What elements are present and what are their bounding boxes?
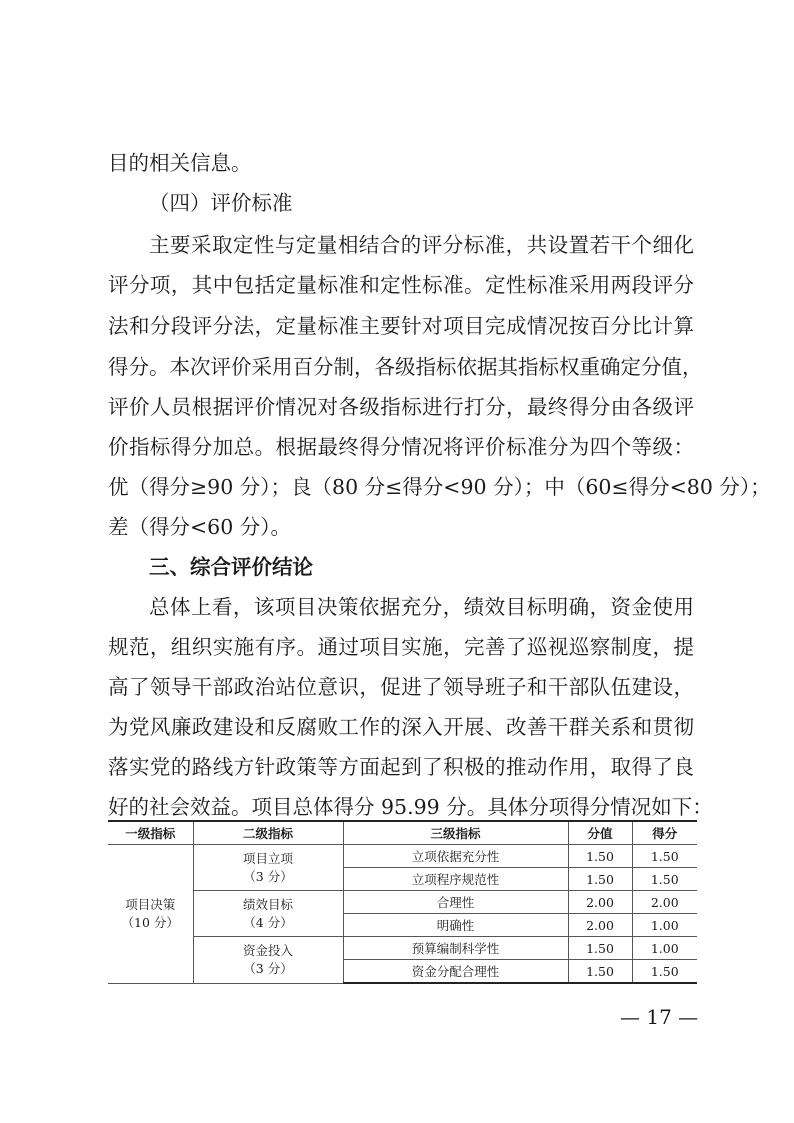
level3-cell: 预算编制科学性: [343, 937, 568, 960]
level2-name: 项目立项: [242, 850, 293, 866]
paragraph-standard-line: 评价人员根据评价情况对各级指标进行打分，最终得分由各级评: [108, 395, 694, 419]
paragraph-conclusion-line: 好的社会效益。项目总体得分 95.99 分。具体分项得分情况如下：: [108, 795, 713, 819]
level2-weight: （3 分）: [243, 868, 293, 884]
paragraph-conclusion-line: 总体上看，该项目决策依据充分，绩效目标明确，资金使用: [149, 595, 694, 619]
level1-weight: （10 分）: [121, 914, 179, 930]
score-cell: 1.50: [568, 937, 632, 960]
header-score: 分值: [568, 821, 632, 845]
score-cell: 1.50: [568, 960, 632, 984]
paragraph-conclusion-line: 规范，组织实施有序。通过项目实施，完善了巡视巡察制度，提: [108, 635, 694, 659]
got-cell: 1.50: [632, 868, 697, 891]
got-cell: 1.00: [632, 937, 697, 960]
paragraph-conclusion-line: 为党风廉政建设和反腐败工作的深入开展、改善干群关系和贯彻: [108, 715, 694, 739]
level3-cell: 明确性: [343, 914, 568, 937]
level2-weight: （3 分）: [243, 960, 293, 976]
section-three-title: 三、综合评价结论: [149, 555, 313, 579]
got-cell: 1.50: [632, 845, 697, 868]
paragraph-conclusion-line: 落实党的路线方针政策等方面起到了积极的推动作用，取得了良: [108, 755, 694, 779]
paragraph-standard-line: 优（得分≥90 分）；良（80 分≤得分<90 分）；中（60≤得分<80 分）；: [108, 475, 771, 499]
paragraph-standard-line: 价指标得分加总。根据最终得分情况将评价标准分为四个等级：: [108, 435, 694, 459]
level2-cell: [193, 891, 343, 937]
table-row: [108, 845, 697, 868]
level1-cell: [108, 845, 193, 984]
level3-cell: 资金分配合理性: [343, 960, 568, 984]
got-cell: 1.50: [632, 960, 697, 984]
table-row: [108, 891, 697, 914]
score-cell: 1.50: [568, 845, 632, 868]
header-level3: 三级指标: [343, 821, 568, 845]
paragraph-standard-line: 主要采取定性与定量相结合的评分标准，共设置若干个细化: [149, 233, 694, 257]
level2-name: 资金投入: [242, 942, 293, 958]
header-got: 得分: [632, 821, 697, 845]
header-level1: 一级指标: [108, 821, 193, 845]
level1-name: 项目决策: [125, 896, 176, 912]
score-cell: 2.00: [568, 914, 632, 937]
level3-cell: 立项程序规范性: [343, 868, 568, 891]
level3-cell: 合理性: [343, 891, 568, 914]
score-cell: 2.00: [568, 891, 632, 914]
level3-cell: 立项依据充分性: [343, 845, 568, 868]
section-four-title: （四）评价标准: [149, 191, 293, 215]
level2-cell: [193, 937, 343, 984]
level2-weight: （4 分）: [243, 914, 293, 930]
score-cell: 1.50: [568, 868, 632, 891]
got-cell: 1.00: [632, 914, 697, 937]
paragraph-standard-line: 差（得分<60 分）。: [108, 515, 292, 539]
table-header-row: [108, 821, 697, 845]
level2-name: 绩效目标: [242, 896, 293, 912]
paragraph-conclusion-line: 高了领导干部政治站位意识，促进了领导班子和干部队伍建设，: [108, 675, 694, 699]
table-row: [108, 937, 697, 960]
continuation-line: 目的相关信息。: [108, 151, 252, 175]
header-level2: 二级指标: [193, 821, 343, 845]
paragraph-standard-line: 评分项，其中包括定量标准和定性标准。定性标准采用两段评分: [108, 273, 694, 297]
paragraph-standard-line: 得分。本次评价采用百分制，各级指标依据其指标权重确定分值，: [108, 355, 703, 379]
page-number: — 17 —: [620, 1005, 699, 1029]
got-cell: 2.00: [632, 891, 697, 914]
score-table: [108, 820, 697, 984]
level2-cell: [193, 845, 343, 891]
paragraph-standard-line: 法和分段评分法，定量标准主要针对项目完成情况按百分比计算: [108, 314, 694, 338]
